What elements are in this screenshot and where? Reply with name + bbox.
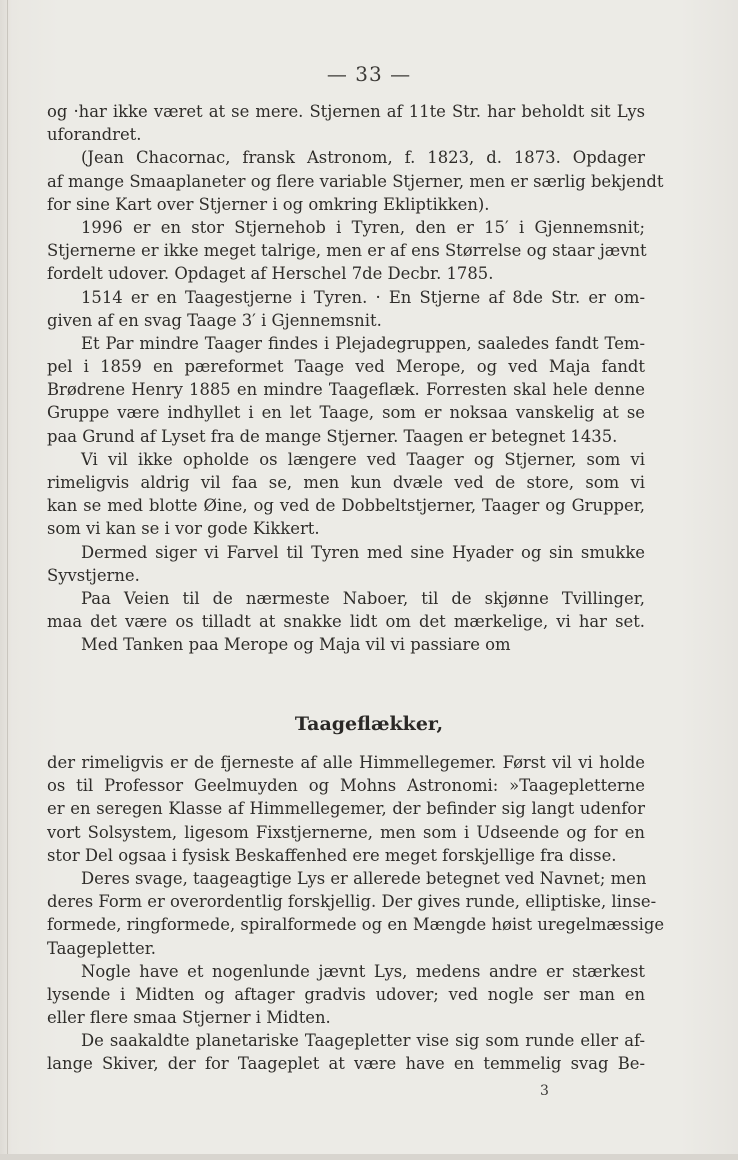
text-line: pel i 1859 en pæreformet Taage ved Merope, og ved Maja fandt xyxy=(47,357,645,377)
text-line: stor Del ogsaa i fysisk Beskaffenhed ere meget forskjellige fra disse. xyxy=(47,845,617,865)
text-line: 1514 er en Taagestjerne i Tyren. · En Stjerne af 8de Str. er om- xyxy=(81,287,645,307)
text-line: Vi vil ikke opholde os længere ved Taager og Stjerner, som vi xyxy=(81,449,645,469)
text-line: (Jean Chacornac, fransk Astronom, f. 1823, d. 1873. Opdager xyxy=(81,148,645,168)
text-line: deres Form er overordentlig forskjellig. Der gives runde, elliptiske, linse- xyxy=(47,892,657,912)
text-line: Gruppe være indhyllet i en let Taage, som er noksaa vanskelig at se xyxy=(47,403,645,423)
text-line: Deres svage, taageagtige Lys er allerede betegnet ved Navnet; men xyxy=(81,868,647,888)
text-line: uforandret. xyxy=(47,125,142,145)
text-line: der rimeligvis er de fjerneste af alle Himmellegemer. Først vil vi holde xyxy=(47,753,645,772)
text-line: formede, ringformede, spiralformede og en Mængde høist uregelmæssige xyxy=(47,915,665,935)
text-line: fordelt udover. Opdaget af Herschel 7de Decbr. 1785. xyxy=(47,264,494,284)
text-block-2 xyxy=(47,751,665,1076)
text-line: Stjernerne er ikke meget talrige, men er af ens Størrelse og staar jævnt xyxy=(47,241,647,261)
text-line: Et Par mindre Taager findes i Plejadegruppen, saaledes fandt Tem- xyxy=(81,333,645,353)
page-number: — 33 — xyxy=(326,62,412,86)
text-line: Syvstjerne. xyxy=(47,565,140,585)
text-line: Med Tanken paa Merope og Maja vil vi passiare om xyxy=(81,635,511,655)
text-line: af mange Smaaplaneter og flere variable Stjerner, men er særlig bekjendt xyxy=(47,171,664,191)
text-line: Dermed siger vi Farvel til Tyren med sine Hyader og sin smukke xyxy=(81,542,645,562)
text-line: lange Skiver, der for Taageplet at være have en temmelig svag Be- xyxy=(47,1054,645,1074)
text-line: for sine Kart over Stjerner i og omkring Ekliptikken). xyxy=(47,194,490,214)
text-line: os til Professor Geelmuyden og Mohns Astronomi: »Taagepletterne xyxy=(47,776,645,796)
text-line: maa det være os tilladt at snakke lidt om det mærkelige, vi har set. xyxy=(47,612,645,632)
text-line: rimeligvis aldrig vil faa se, men kun dvæle ved de store, som vi xyxy=(47,473,645,492)
text-line: kan se med blotte Øine, og ved de Dobbeltstjerner, Taager og Grupper, xyxy=(47,496,645,516)
signature-mark: 3 xyxy=(540,1083,549,1099)
bottom-edge xyxy=(0,1154,738,1160)
text-line: Taagepletter. xyxy=(47,938,156,958)
text-line: paa Grund af Lyset fra de mange Stjerner. Taagen er betegnet 1435. xyxy=(47,426,618,446)
text-line: lysende i Midten og aftager gradvis udover; ved nogle ser man en xyxy=(47,984,645,1004)
text-line: 1996 er en stor Stjernehob i Tyren, den er 15′ i Gjennemsnit; xyxy=(81,217,645,237)
section-heading: Taageflækker, xyxy=(294,713,444,735)
text-line: Paa Veien til de nærmeste Naboer, til de skjønne Tvillinger, xyxy=(81,588,645,608)
text-line: Brødrene Henry 1885 en mindre Taageflæk. Forresten skal hele denne xyxy=(47,380,645,400)
text-line: eller flere smaa Stjerner i Midten. xyxy=(47,1008,331,1028)
text-line: som vi kan se i vor gode Kikkert. xyxy=(47,519,320,539)
binding-edge xyxy=(7,0,8,1160)
text-block-1 xyxy=(47,100,664,657)
text-line: given af en svag Taage 3′ i Gjennemsnit. xyxy=(47,310,382,330)
text-line: og ·har ikke været at se mere. Stjernen af 11te Str. har beholdt sit Lys xyxy=(47,102,645,121)
text-line: er en seregen Klasse af Himmellegemer, der befinder sig langt udenfor xyxy=(47,799,645,819)
text-line: De saakaldte planetariske Taagepletter vise sig som runde eller af- xyxy=(81,1031,645,1051)
text-line: Nogle have et nogenlunde jævnt Lys, medens andre er stærkest xyxy=(81,961,645,981)
text-line: vort Solsystem, ligesom Fixstjernerne, men som i Udseende og for en xyxy=(47,822,645,842)
